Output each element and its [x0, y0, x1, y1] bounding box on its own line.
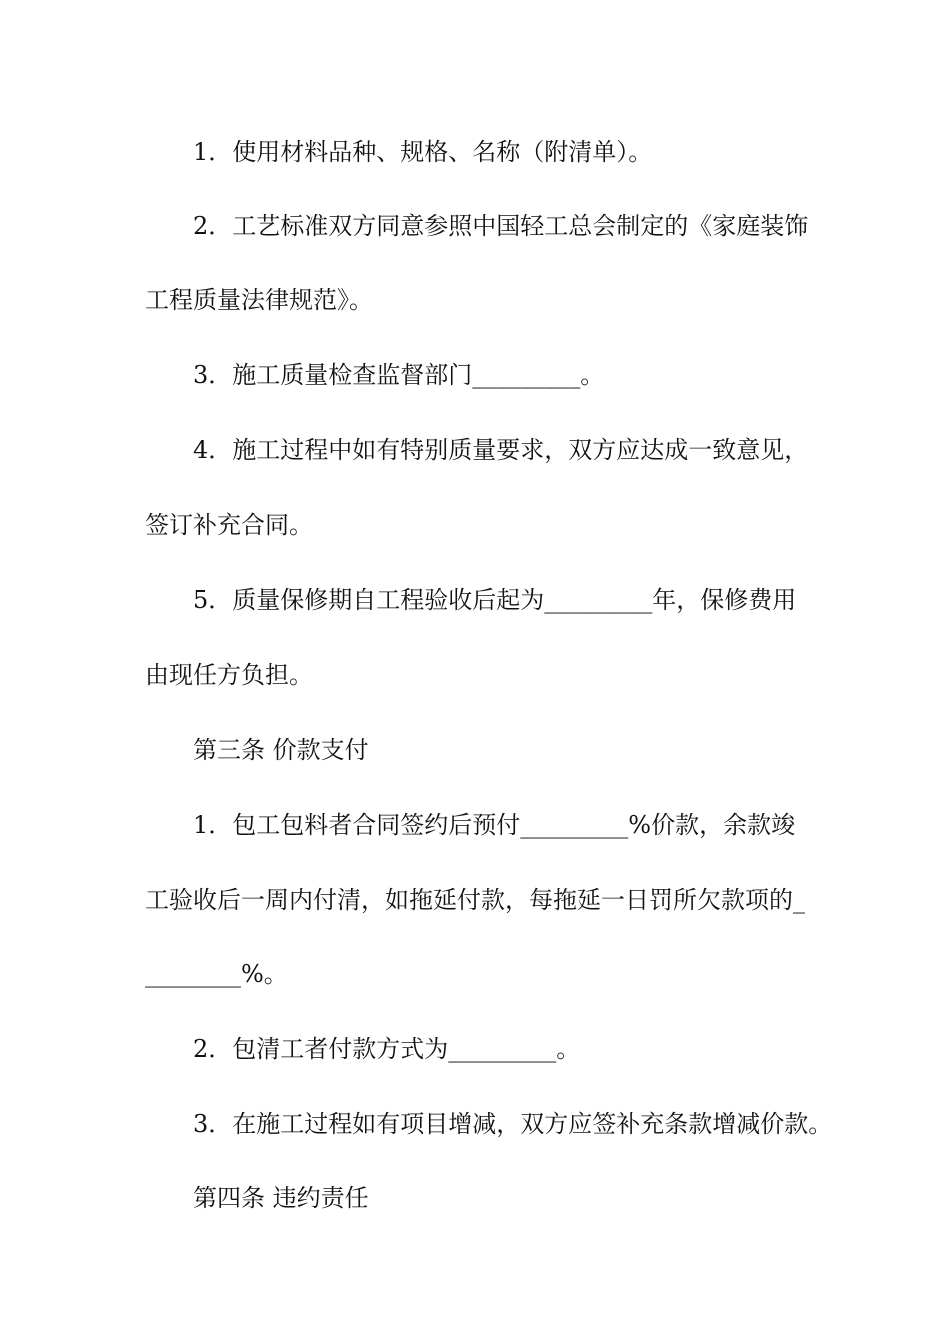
paragraph-line: 2．工艺标准双方同意参照中国轻工总会制定的《家庭装饰: [193, 212, 809, 240]
paragraph-line: 工验收后一周内付清，如拖延付款，每拖延一日罚所欠款项的_: [145, 886, 805, 914]
paragraph-line: 工程质量法律规范》。: [145, 286, 373, 314]
paragraph-line: ________%。: [145, 960, 288, 988]
paragraph-line: 由现任方负担。: [145, 661, 313, 689]
section-heading: 第四条 违约责任: [193, 1184, 369, 1212]
paragraph-line: 1．使用材料品种、规格、名称（附清单）。: [193, 138, 653, 166]
paragraph-line: 4．施工过程中如有特别质量要求，双方应达成一致意见，: [193, 436, 809, 464]
paragraph-line: 3．施工质量检查监督部门_________。: [193, 361, 605, 389]
paragraph-line: 1．包工包料者合同签约后预付_________%价款，余款竣: [193, 811, 796, 839]
paragraph-line: 2．包清工者付款方式为_________。: [193, 1035, 581, 1063]
section-heading: 第三条 价款支付: [193, 736, 369, 764]
paragraph-line: 签订补充合同。: [145, 511, 313, 539]
paragraph-line: 5．质量保修期自工程验收后起为_________年，保修费用: [193, 586, 797, 614]
paragraph-line: 3．在施工过程如有项目增减，双方应签补充条款增减价款。: [193, 1110, 833, 1138]
